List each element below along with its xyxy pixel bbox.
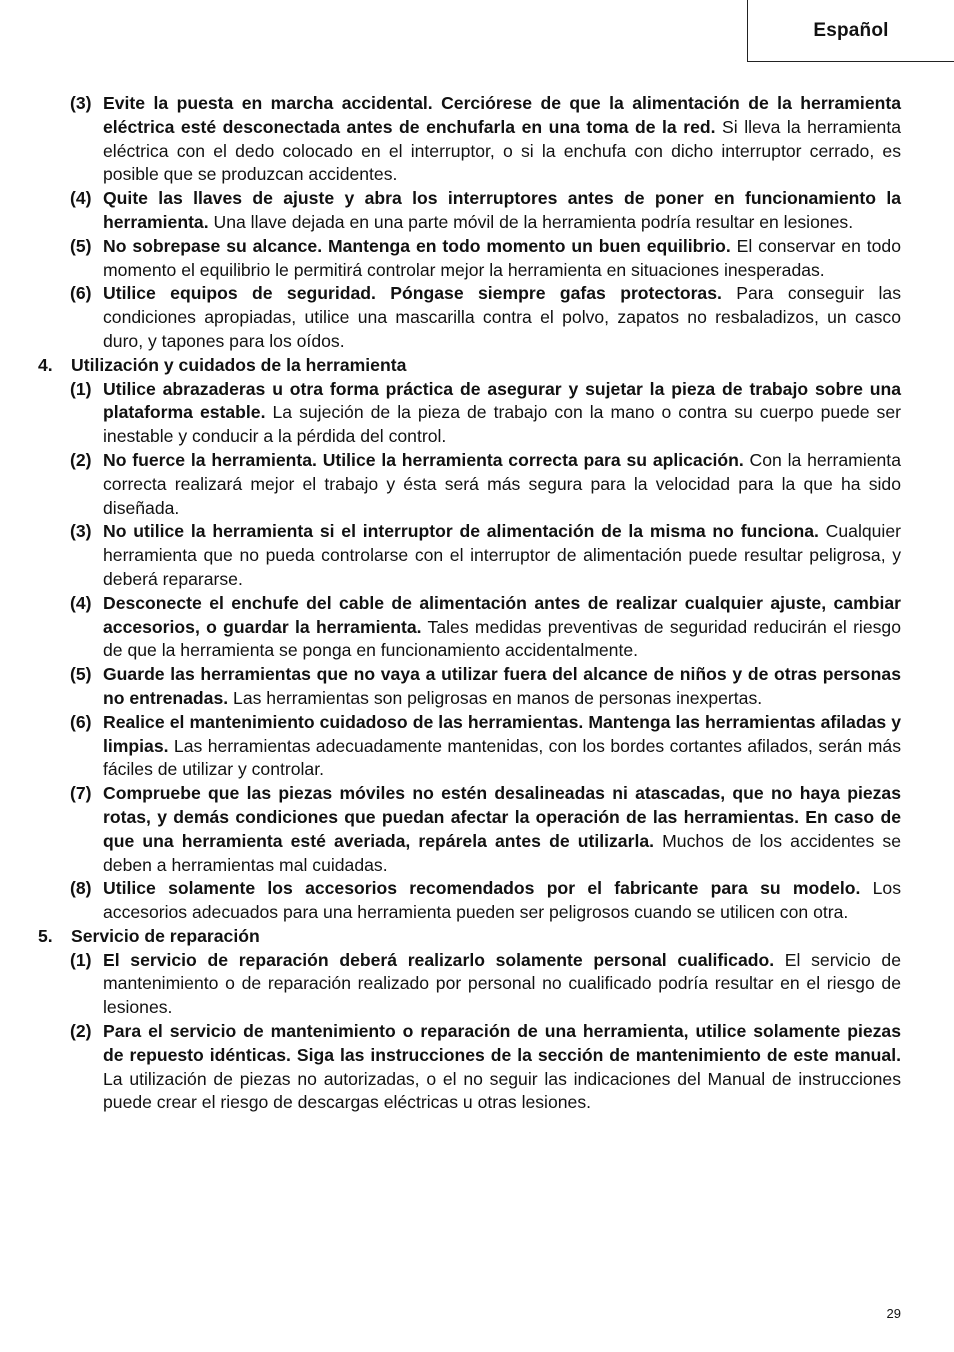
item-number: (4) (70, 592, 92, 613)
list-item (70, 1020, 901, 1115)
item-bold-text: Utilice equipos de seguridad. Póngase siempre gafas protectoras. (103, 283, 722, 304)
language-tab (747, 0, 954, 62)
item-bold-text: Utilice abrazaderas u otra forma práctica de asegurar y sujetar la pieza de trabajo sobre una plataforma estable. (103, 378, 901, 423)
item-number: (5) (70, 235, 92, 256)
list-item (70, 282, 901, 353)
item-bold-text: Realice el mantenimiento cuidadoso de las herramientas. Mantenga las herramientas afiladas y limpias. (103, 711, 901, 756)
list-item (70, 449, 901, 520)
list-item (70, 378, 901, 449)
item-body-text: Si lleva la herramienta eléctrica con el dedo colocado en el interruptor, o si la enchufa con dicho interruptor cerrado, es posible que se produzcan accidentes. (103, 116, 902, 185)
item-number: (6) (70, 283, 92, 304)
item-number: (7) (70, 783, 92, 804)
item-number: (3) (70, 93, 92, 113)
item-body-text: Con la herramienta correcta realizará mejor el trabajo y ésta será más segura para la velocidad para la que ha sido diseñada. (103, 449, 901, 518)
item-body-text: Los accesorios adecuados para una herramienta pueden ser peligrosos cuando se utilicen con otra. (103, 878, 901, 923)
item-number: (8) (70, 878, 92, 899)
item-body-text: Muchos de los accidentes se deben a herramientas mal cuidadas. (103, 830, 901, 875)
list-item (70, 235, 901, 283)
list-item (70, 520, 901, 591)
item-body-text: La sujeción de la pieza de trabajo con la mano o contra su cuerpo puede ser inestable y conducir a la pérdida del control. (103, 402, 901, 447)
page-number: 29 (886, 1306, 901, 1321)
item-number: (1) (70, 378, 92, 399)
item-body-text: El conservar en todo momento el equilibrio le permitirá controlar mejor la herramienta en situaciones inesperadas. (103, 235, 901, 280)
item-body-text: Las herramientas adecuadamente mantenidas, con los bordes cortantes afilados, serán más fáciles de utilizar y controlar. (103, 735, 901, 780)
item-number: (3) (70, 521, 92, 542)
item-body-text: Tales medidas preventivas de seguridad reducirán el riesgo de que la herramienta se ponga en funcionamiento accidentalmente. (103, 616, 901, 661)
instruction-list (0, 92, 954, 1115)
item-bold-text: Utilización y cuidados de la herramienta (71, 354, 407, 375)
item-bold-text: No fuerce la herramienta. Utilice la herramienta correcta para su aplicación. (103, 449, 744, 470)
item-body-text: Las herramientas son peligrosas en manos de personas inexpertas. (228, 687, 763, 708)
item-bold-text: Desconecte el enchufe del cable de alimentación antes de realizar cualquier ajuste, cambiar accesorios, o guardar la herramienta. (103, 592, 901, 637)
item-number: (2) (70, 1021, 92, 1042)
item-body-text: La utilización de piezas no autorizadas, o el no seguir las indicaciones del Manual de instrucciones puede crear el riesgo de descargas eléctricas u otras lesiones. (103, 1068, 901, 1113)
item-bold-text: No sobrepase su alcance. Mantenga en todo momento un buen equilibrio. (103, 235, 731, 256)
item-bold-text: Servicio de reparación (71, 925, 260, 946)
item-bold-text: Compruebe que las piezas móviles no estén desalineadas ni atascadas, que no haya piezas rotas, y demás condiciones que puedan afectar la operación de las herramientas. En caso de que una herramienta esté averiada, repárela antes de utilizarla. (103, 783, 901, 851)
list-item (70, 782, 901, 877)
item-bold-text: Para el servicio de mantenimiento o reparación de una herramienta, utilice solamente piezas de repuesto idénticas. Siga las instrucciones de la sección de mantenimiento de este manual. (103, 1021, 901, 1065)
item-number: 5. (38, 925, 53, 946)
item-number: 4. (38, 354, 53, 375)
item-bold-text: Guarde las herramientas que no vaya a utilizar fuera del alcance de niños y de otras personas no entrenadas. (103, 664, 901, 708)
list-item (70, 592, 901, 663)
list-item (70, 187, 901, 235)
item-bold-text: Utilice solamente los accesorios recomendados por el fabricante para su modelo. (103, 878, 861, 899)
list-item (70, 663, 901, 711)
list-item (70, 949, 902, 1020)
list-item (70, 711, 901, 782)
item-body-text: El servicio de mantenimiento o de reparación realizado por personal no cualificado podría resultar en el riesgo de lesiones. (103, 949, 902, 1018)
section-heading (38, 925, 901, 949)
item-number: (1) (70, 949, 92, 970)
language-label: Español (813, 19, 889, 41)
section-heading (38, 354, 901, 378)
item-number: (2) (70, 449, 92, 470)
item-bold-text: Quite las llaves de ajuste y abra los interruptores antes de poner en funcionamiento la herramienta. (103, 188, 901, 232)
item-bold-text: Evite la puesta en marcha accidental. Cerciórese de que la alimentación de la herramienta eléctrica esté desconectada antes de enchufarla en una toma de la red. (103, 93, 901, 137)
list-item (70, 877, 901, 925)
item-number: (4) (70, 188, 92, 209)
item-number: (5) (70, 664, 92, 685)
item-body-text: Para conseguir las condiciones apropiadas, utilice una mascarilla contra el polvo, zapatos no resbaladizos, un casco duro, y tapones para los oídos. (103, 283, 901, 351)
item-bold-text: No utilice la herramienta si el interruptor de alimentación de la misma no funciona. (103, 521, 819, 542)
item-body-text: Cualquier herramienta que no pueda controlarse con el interruptor de alimentación puede resultar peligrosa, y deberá repararse. (103, 521, 901, 589)
item-number: (6) (70, 711, 92, 732)
item-body-text: Una llave dejada en una parte móvil de la herramienta podría resultar en lesiones. (208, 211, 854, 232)
list-item (70, 92, 902, 187)
item-bold-text: El servicio de reparación deberá realizarlo solamente personal cualificado. (103, 949, 775, 970)
